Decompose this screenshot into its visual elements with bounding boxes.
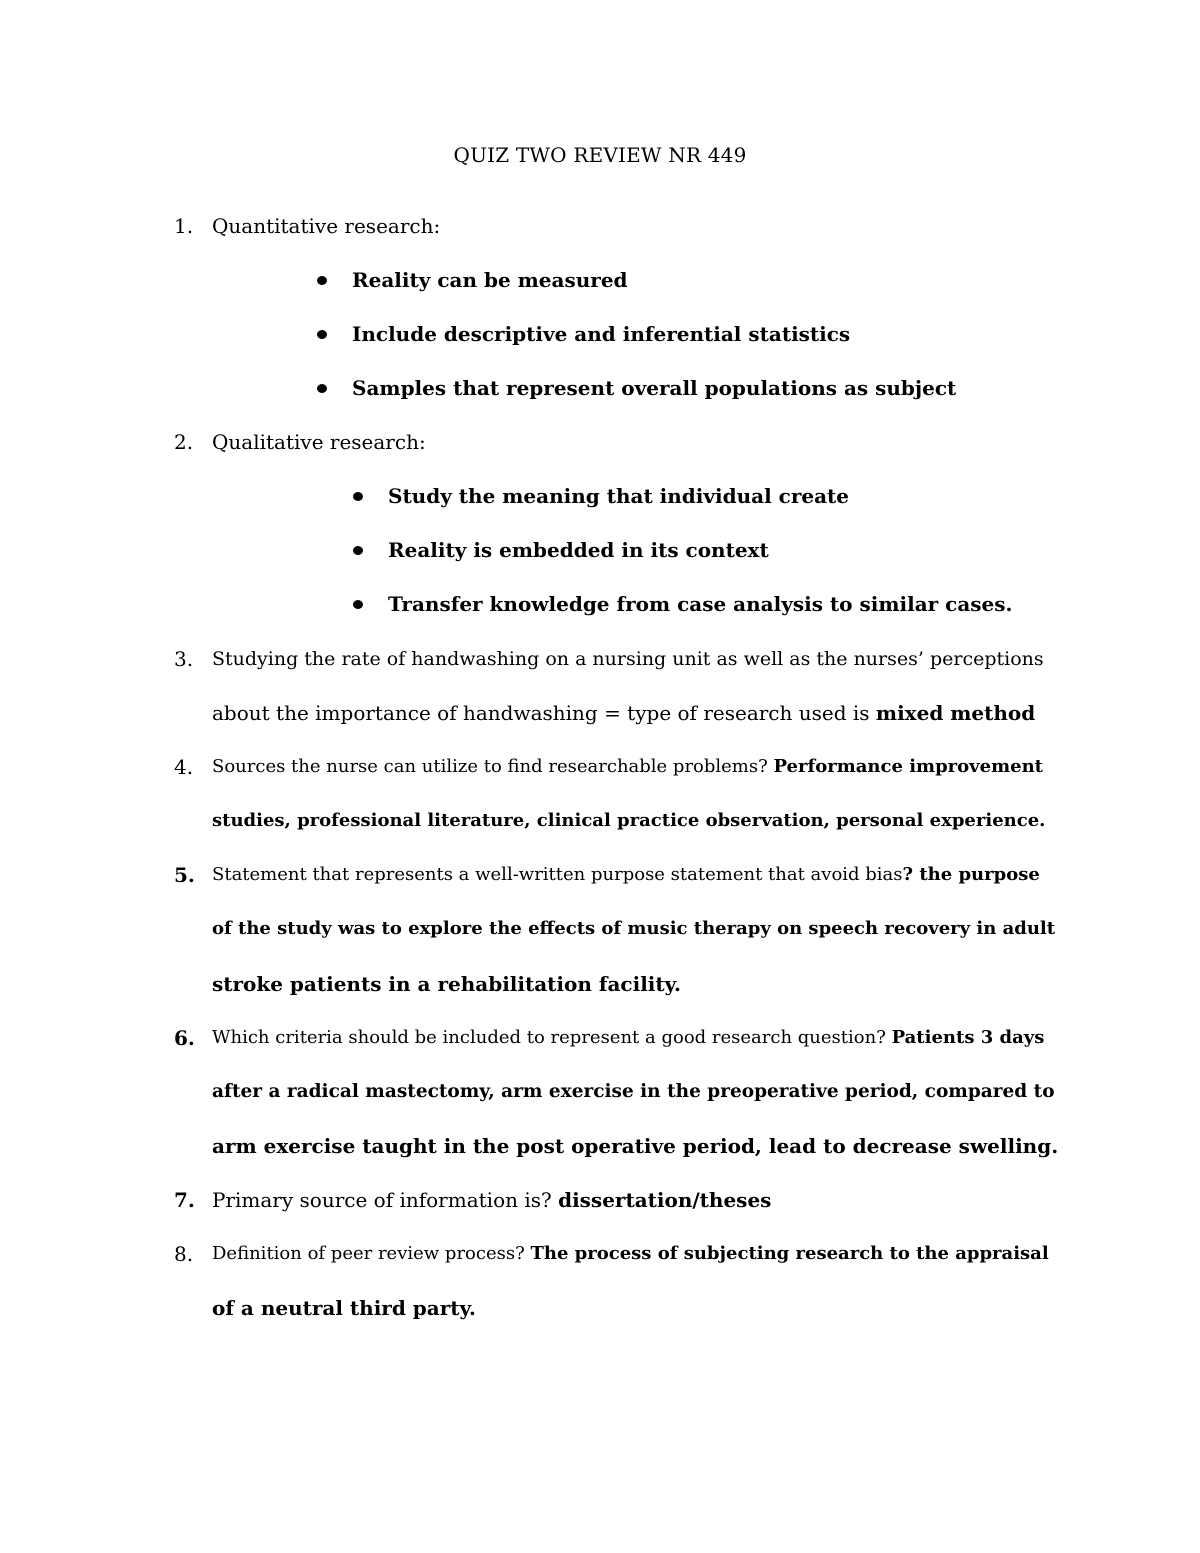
item-4-answer-part-2: studies, professional literature, clinical practice observation, personal experience. (212, 810, 1046, 831)
item-8-number: 8. (174, 1242, 194, 1266)
bullet-icon (317, 384, 327, 393)
item-6-answer-part-2: after a radical mastectomy, arm exercise in the preoperative period, compared to (212, 1081, 1055, 1102)
item-1-number: 1. (174, 214, 194, 238)
item-6-question: Which criteria should be included to represent a good research question? (212, 1027, 892, 1048)
item-2-bullet-1: Study the meaning that individual create (388, 484, 850, 508)
item-1-text: Quantitative research: (212, 214, 441, 238)
page-title: QUIZ TWO REVIEW NR 449 (453, 143, 747, 167)
item-1-bullet-3: Samples that represent overall populations as subject (352, 376, 957, 400)
item-4-number: 4. (174, 755, 194, 779)
item-6-answer-part-3: arm exercise taught in the post operative period, lead to decrease swelling. (212, 1134, 1059, 1158)
item-5-answer-part-2: of the study was to explore the effects of music therapy on speech recovery in adult (212, 918, 1056, 939)
item-7-answer: dissertation/theses (558, 1188, 772, 1212)
bullet-icon (317, 330, 327, 339)
item-6-number: 6. (174, 1026, 195, 1050)
item-5-question: Statement that represents a well-written purpose statement that avoid bias (212, 864, 903, 885)
item-2-number: 2. (174, 430, 194, 454)
item-7-line-1 (212, 1185, 771, 1215)
item-3-number: 3. (174, 647, 194, 671)
item-3-answer: mixed method (875, 701, 1036, 725)
item-4-answer-part-1: Performance improvement (773, 756, 1043, 777)
bullet-icon (353, 492, 363, 501)
item-3-line-2-plain: about the importance of handwashing = type of research used is (212, 701, 876, 725)
item-5-answer-part-1: ? the purpose (902, 864, 1040, 885)
item-2-text: Qualitative research: (212, 430, 426, 454)
item-1-bullet-2: Include descriptive and inferential statistics (352, 322, 851, 346)
bullet-icon (353, 546, 363, 555)
item-4-question: Sources the nurse can utilize to find researchable problems? (212, 756, 774, 777)
item-6-line-1 (212, 1023, 1044, 1053)
item-1-bullet-1: Reality can be measured (352, 268, 628, 292)
item-8-question: Definition of peer review process? (212, 1243, 531, 1264)
item-5-number: 5. (174, 863, 195, 887)
bullet-icon (317, 276, 327, 285)
item-5-line-1 (212, 860, 1040, 890)
item-6-answer-part-1: Patients 3 days (891, 1027, 1045, 1048)
item-3-line-2 (212, 698, 1035, 728)
item-8-answer-part-1: The process of subjecting research to the appraisal (530, 1243, 1049, 1264)
item-2-bullet-3: Transfer knowledge from case analysis to similar cases. (388, 592, 1013, 616)
item-7-number: 7. (174, 1188, 195, 1212)
item-7-question: Primary source of information is? (212, 1188, 559, 1212)
item-2-bullet-2: Reality is embedded in its context (388, 538, 769, 562)
item-3-line-1: Studying the rate of handwashing on a nursing unit as well as the nurses’ perceptions (212, 648, 1044, 670)
item-4-line-1 (212, 752, 1043, 782)
item-8-line-1 (212, 1239, 1049, 1269)
item-8-answer-part-2: of a neutral third party. (212, 1296, 476, 1320)
item-5-answer-part-3: stroke patients in a rehabilitation facility. (212, 972, 681, 996)
bullet-icon (353, 600, 363, 609)
